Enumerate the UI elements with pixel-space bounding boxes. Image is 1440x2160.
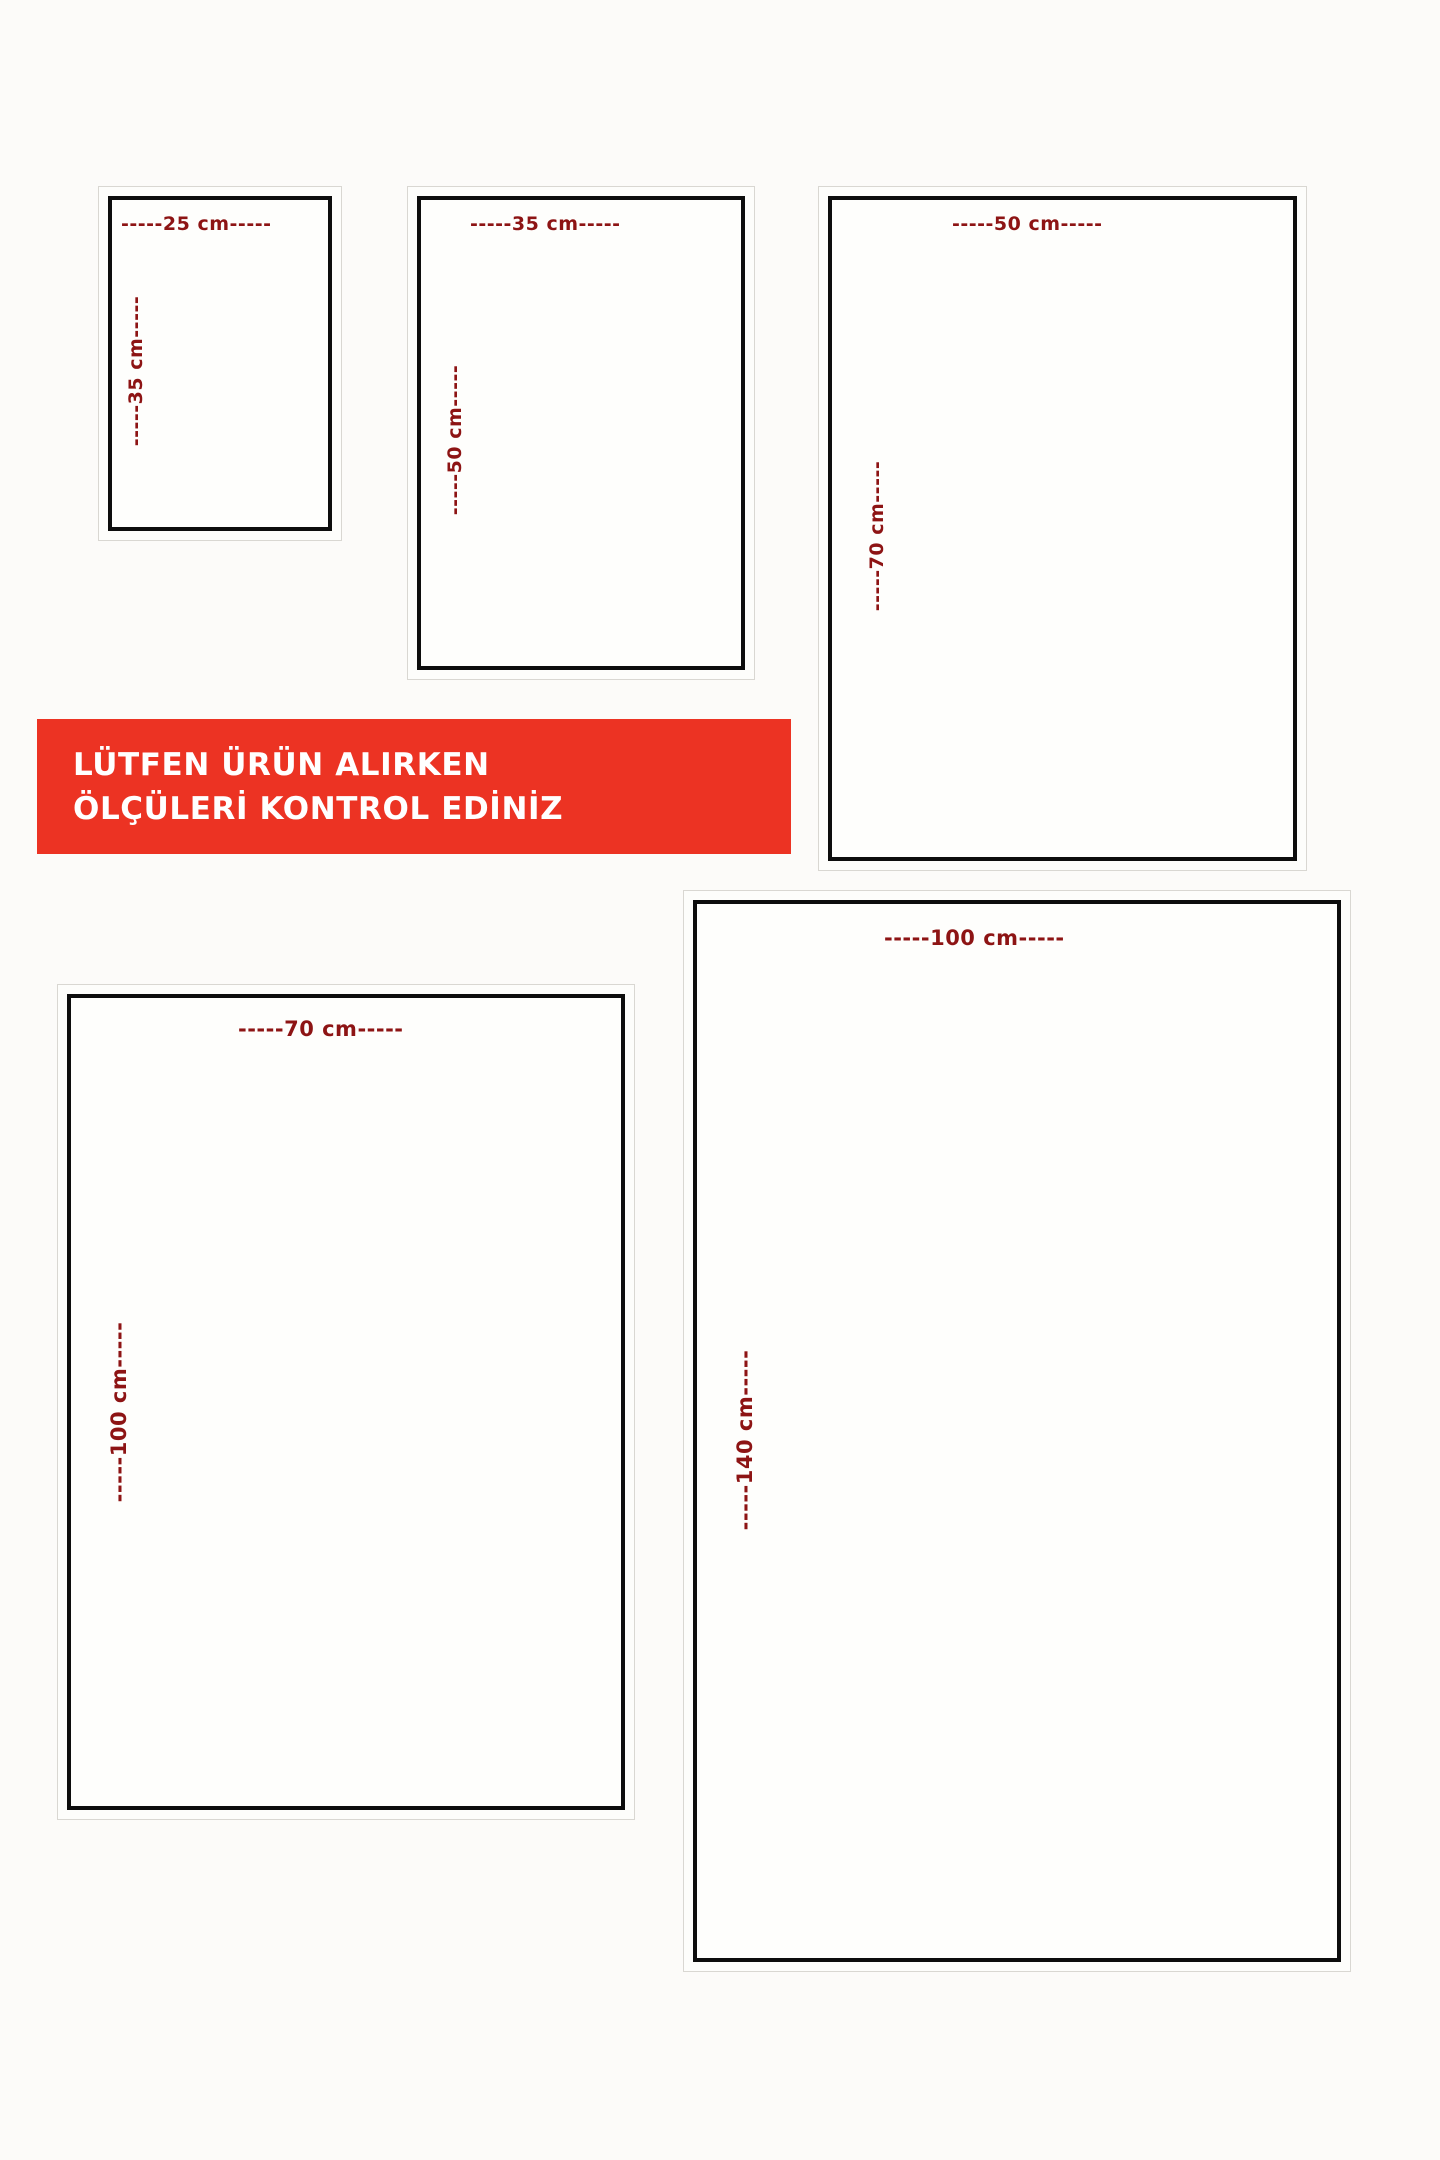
notice-line-2: ÖLÇÜLERİ KONTROL EDİNİZ [73, 790, 564, 827]
frame-100x140-height-label: -----140 cm----- [733, 1349, 757, 1531]
frame-70x100-height-label: -----100 cm----- [107, 1321, 131, 1503]
frame-35x50-width-label: -----35 cm----- [470, 213, 621, 235]
frame-35x50 [407, 186, 755, 680]
notice-line-1: LÜTFEN ÜRÜN ALIRKEN [73, 746, 490, 783]
frame-25x35-height-label: -----35 cm----- [125, 295, 147, 447]
size-check-notice [37, 719, 791, 854]
frame-35x50-inner [417, 196, 745, 670]
frame-100x140 [683, 890, 1351, 1972]
frame-25x35 [98, 186, 342, 541]
frame-50x70-width-label: -----50 cm----- [952, 213, 1103, 235]
frame-100x140-inner [693, 900, 1341, 1962]
frame-25x35-width-label: -----25 cm----- [121, 213, 272, 235]
frame-35x50-height-label: -----50 cm----- [444, 364, 466, 516]
frame-50x70-inner [828, 196, 1297, 861]
frame-50x70 [818, 186, 1307, 871]
frame-70x100 [57, 984, 635, 1820]
frame-70x100-width-label: -----70 cm----- [238, 1017, 404, 1041]
frame-70x100-inner [67, 994, 625, 1810]
frame-100x140-width-label: -----100 cm----- [884, 926, 1065, 950]
frame-50x70-height-label: -----70 cm----- [866, 460, 888, 612]
